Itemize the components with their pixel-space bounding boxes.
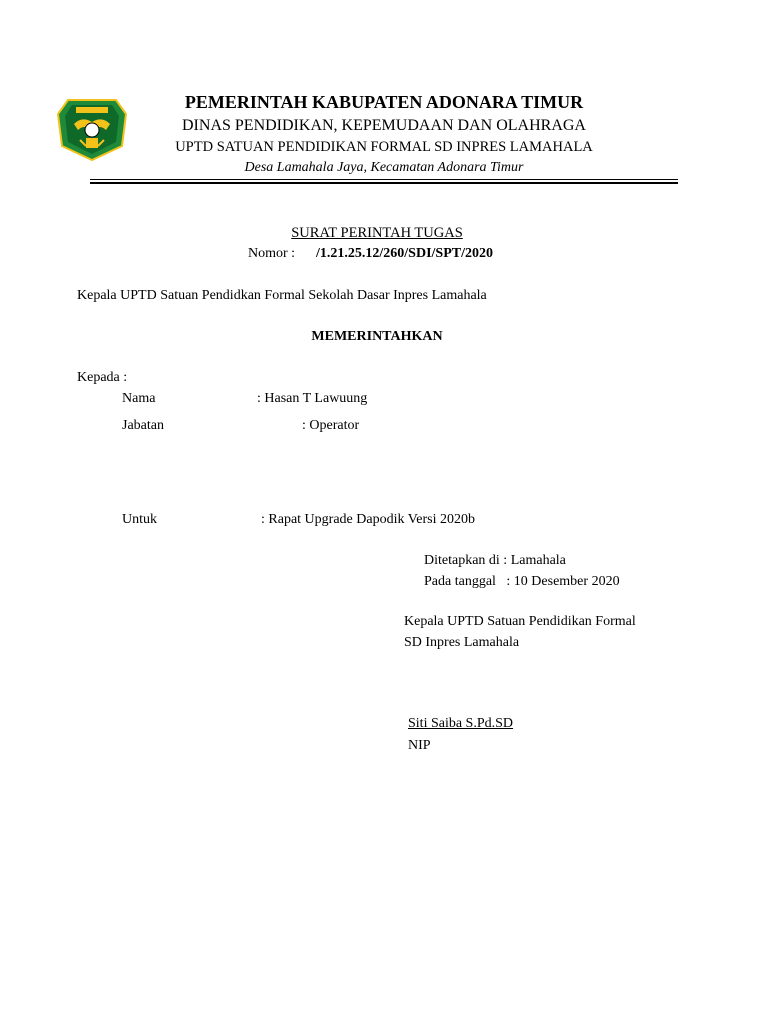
ditetapkan-text: Ditetapkan di : Lamahala [424, 553, 566, 568]
letterhead-department: DINAS PENDIDIKAN, KEPEMUDAAN DAN OLAHRAGA [182, 117, 586, 134]
order-heading: MEMERINTAHKAN [311, 329, 443, 344]
jabatan-label: Jabatan [122, 418, 164, 433]
letterhead-divider-thin [90, 179, 678, 180]
jabatan-value: : Operator [302, 418, 360, 433]
untuk-value: : Rapat Upgrade Dapodik Versi 2020b [261, 512, 475, 527]
issuer-text: Kepala UPTD Satuan Pendidkan Formal Sekolah Dasar Inpres Lamahala [77, 288, 487, 303]
letterhead-divider-thick [90, 182, 678, 184]
tanggal-text: Pada tanggal : 10 Desember 2020 [424, 574, 620, 589]
letterhead-school: UPTD SATUAN PENDIDIKAN FORMAL SD INPRES LAMAHALA [175, 139, 593, 155]
nama-value: : Hasan T Lawuung [257, 391, 368, 406]
signer-name: Siti Saiba S.Pd.SD [408, 716, 514, 731]
signer-nip: NIP [408, 738, 431, 753]
untuk-label: Untuk [122, 512, 157, 527]
signer-position-line1: Kepala UPTD Satuan Pendidikan Formal [404, 614, 636, 629]
letterhead-address: Desa Lamahala Jaya, Kecamatan Adonara Timur [244, 160, 524, 175]
signer-position-line2: SD Inpres Lamahala [404, 635, 520, 650]
kepada-label: Kepada : [77, 370, 128, 385]
nama-label: Nama [122, 391, 156, 406]
nomor-value: /1.21.25.12/260/SDI/SPT/2020 [316, 246, 493, 261]
letter-title: SURAT PERINTAH TUGAS [291, 225, 463, 241]
nomor-label: Nomor : [248, 246, 296, 261]
letterhead-government: PEMERINTAH KABUPATEN ADONARA TIMUR [184, 92, 584, 112]
